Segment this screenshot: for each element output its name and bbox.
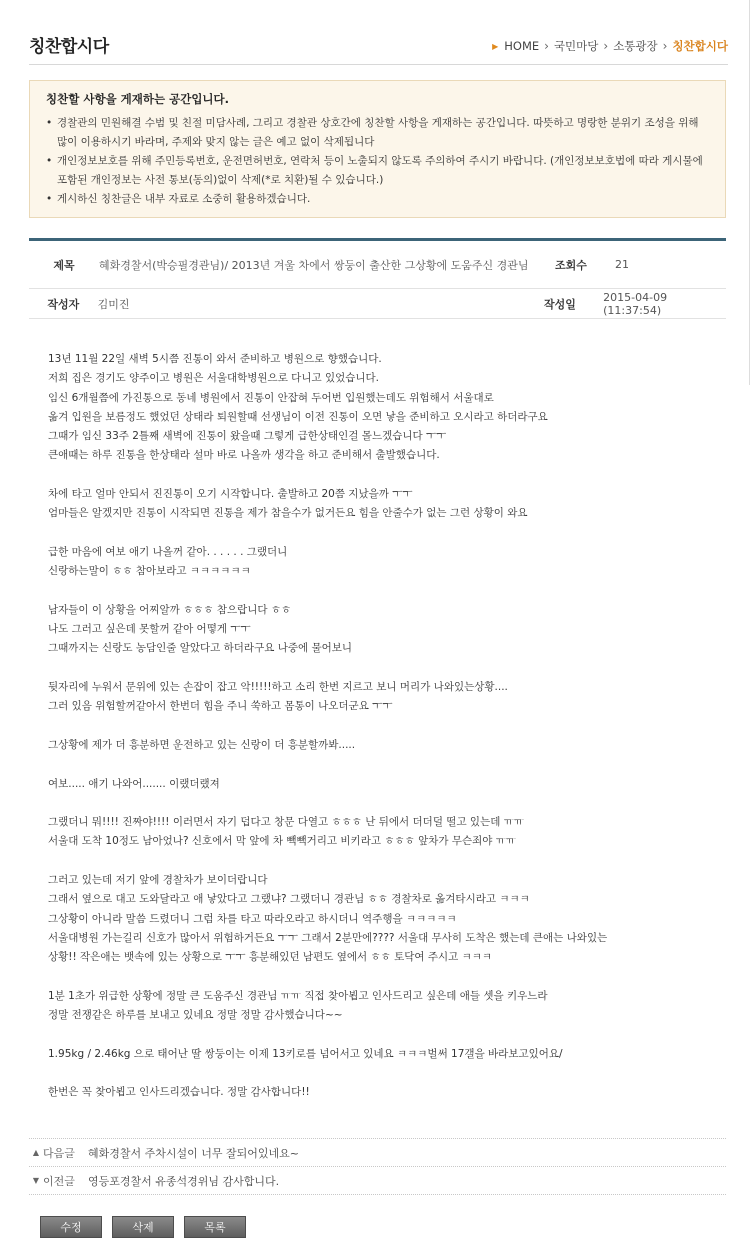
breadcrumb-current: 칭찬합시다 [672, 39, 728, 53]
notice-item: • 게시하신 칭찬글은 내부 자료로 소중히 활용하겠습니다. [46, 190, 709, 209]
notice-item: • 경찰관의 민원해결 수범 및 친절 미담사례, 그리고 경찰관 상호간에 칭찬할 사항을 게재하는 공간입니다. 따뜻하고 명랑한 분위기 조성을 위해 많이 이용하시기 바라며, 주제와 맞지 않는 글은 예고 없이 삭제됩니다 [46, 114, 709, 152]
post-header-table [29, 238, 726, 319]
content-line: 1.95kg / 2.46kg 으로 태어난 딸 쌍둥이는 이제 13키로를 넘어서고 있네요 ㅋㅋㅋ벌써 17갤을 바라보고있어요/ [48, 1047, 563, 1060]
content-line: 정말 전쟁같은 하루를 보내고 있네요 정말 정말 감사했습니다~~ [48, 1009, 343, 1022]
content-line: 엄마들은 알겠지만 진통이 시작되면 진통을 제가 참을수가 없거든요 힘을 안줄수가 없는 그런 상황이 와요 [48, 507, 528, 520]
content-line: 저희 집은 경기도 양주이고 병원은 서울대학병원으로 다니고 있었습니다. [48, 372, 379, 385]
next-post-label: 다음글 [43, 1146, 75, 1160]
content-line: 급한 마음에 여보 애기 나올꺼 같아. . . . . . 그랬더니 [48, 545, 288, 558]
content-line: 그때가 임신 33주 2틀째 새벽에 진통이 왔을때 그렇게 급한상태인걸 몰느겠습니다 ㅜㅜ [48, 430, 447, 443]
breadcrumb-communication[interactable]: 소통광장 [613, 39, 658, 53]
content-line [48, 968, 718, 987]
content-line: 임신 6개월쯤에 가진통으로 동네 병원에서 진통이 안잡혀 두어번 입원했는데도 위험해서 서울대로 [48, 391, 494, 404]
writer-label: 작성자 [47, 297, 80, 311]
content-line: 큰애때는 하루 진통을 한상태라 설마 바로 나올까 생각을 하고 준비해서 출발했습니다. [48, 449, 440, 462]
content-line: 여보..... 애기 나와어....... 이랬더랬져 [48, 777, 220, 790]
views-count: 21 [615, 258, 629, 271]
content-line: 나도 그러고 싶은데 못할꺼 같아 어떻게 ㅜㅜ [48, 623, 251, 636]
content-line [48, 852, 718, 871]
content-line: 서울대 도착 10정도 남아었나? 신호에서 막 앞에 차 빽빽거리고 비키라고 ㅎㅎㅎ 앞차가 무슨죄야 ㅠㅠ [48, 835, 517, 848]
content-line: 그랬더니 뭐!!!! 진짜야!!!! 이러면서 자기 덥다고 창문 다열고 ㅎㅎㅎ 난 뒤에서 더더덜 떨고 있는데 ㅠㅠ [48, 816, 524, 829]
caret-down-icon: ▼ [32, 1176, 40, 1185]
notice-heading: 칭찬할 사항을 게재하는 공간입니다. [46, 92, 230, 106]
content-line: 그러 있음 위험할꺼같아서 한번더 힘을 주니 쑥하고 몸통이 나오더군요 ㅜㅜ [48, 700, 393, 713]
notice-item: • 개인정보보호를 위해 주민등록번호, 운전면허번호, 연락처 등이 노출되지 않도록 주의하여 주시기 바랍니다. (개인정보보호법에 따라 게시물에 포함된 개인정보는 사전 통보(동의)없이 삭제(*로 치환)될 수 있습니다.) [46, 152, 709, 190]
breadcrumb-marker-icon: ▶ [492, 41, 499, 51]
content-line [48, 717, 718, 736]
content-line: 그러고 있는데 저기 앞에 경찰차가 보이더랍니다 [48, 874, 268, 887]
chevron-right-icon: › [544, 39, 549, 53]
content-line: 13년 11월 22일 새벽 5시쯤 진통이 와서 준비하고 병원으로 향했습니다. [48, 353, 382, 365]
content-line [48, 794, 718, 813]
breadcrumb-home[interactable]: HOME [504, 39, 540, 53]
content-line [48, 659, 718, 678]
content-line: 그때까지는 신랑도 농담인줄 알았다고 하더라구요 나중에 물어보니 [48, 642, 353, 655]
content-line [48, 524, 718, 543]
views-label: 조회수 [555, 258, 587, 272]
content-line: 1분 1초가 위급한 상황에 정말 큰 도움주신 경관님 ㅠㅠ 직접 찾아뵙고 인사드리고 싶은데 애들 셋을 키우느라 [48, 989, 548, 1002]
content-line [48, 1064, 718, 1083]
action-buttons [40, 1216, 246, 1238]
subject-row [29, 241, 726, 289]
chevron-right-icon: › [603, 39, 609, 53]
list-button[interactable]: 목록 [184, 1216, 246, 1238]
content-line [48, 466, 718, 485]
caret-up-icon: ▲ [32, 1148, 40, 1157]
content-line: 상황!! 작은애는 뱃속에 있는 상황으로 ㅜㅜ 흥분해있던 남편도 옆에서 ㅎㅎ 토닥여 주시고 ㅋㅋㅋ [48, 951, 493, 964]
content-line: 그상황에 제가 더 흥분하면 운전하고 있는 신랑이 더 흥분할까봐..... [48, 738, 356, 751]
content-line: 차에 타고 얼마 안되서 진진통이 오기 시작합니다. 출발하고 20쯤 지났을까 ㅜㅜ [48, 488, 413, 501]
post-navigation [29, 1138, 726, 1195]
date-label: 작성일 [544, 297, 576, 311]
content-line: 뒷자리에 누워서 문위에 있는 손잡이 잡고 악!!!!!하고 소리 한번 지르고 보니 머리가 나와있는상황.... [48, 681, 508, 694]
content-line: 그래서 옆으로 대고 도와달라고 애 낳았다고 그랬냐? 그랬더니 경관님 ㅎㅎ 경찰차로 옮겨타시라고 ㅋㅋㅋ [48, 893, 530, 906]
next-post-link[interactable]: 혜화경찰서 주차시설이 너무 잘되어있네요~ [88, 1146, 299, 1160]
content-line: 신랑하는말이 ㅎㅎ 참아보라고 ㅋㅋㅋㅋㅋㅋ [48, 565, 251, 578]
content-line [48, 582, 718, 601]
post-content [48, 350, 718, 1103]
content-line: 한번은 꼭 찾아뵙고 인사드리겠습니다. 정말 감사합니다!! [48, 1086, 310, 1099]
content-line: 서울대병원 가는길리 신호가 많아서 위험하거든요 ㅜㅜ 그래서 2분만에???? 서울대 무사히 도착은 했는데 큰애는 나와있는 [48, 931, 608, 944]
post-date: 2015-04-09 (11:37:54) [603, 290, 668, 317]
delete-button[interactable]: 삭제 [112, 1216, 174, 1238]
breadcrumb [492, 38, 728, 54]
page-title: 칭찬합시다 [29, 37, 109, 57]
next-post-row[interactable] [29, 1139, 726, 1167]
subject-label: 제목 [53, 258, 75, 272]
prev-post-label: 이전글 [43, 1174, 75, 1188]
content-line: 옮겨 입원을 보름정도 했었던 상태라 퇴원할때 선생님이 이전 진통이 오면 낳을 준비하고 오시라고 하더라구요 [48, 410, 548, 423]
scrollbar[interactable] [746, 0, 750, 385]
notice-list [46, 114, 709, 209]
prev-post-row[interactable] [29, 1167, 726, 1195]
content-line: 남자들이 이 상황을 어찌알까 ㅎㅎㅎ 참으랍니다 ㅎㅎ [48, 603, 292, 616]
title-divider [29, 64, 728, 65]
edit-button[interactable]: 수정 [40, 1216, 102, 1238]
post-writer: 김미진 [97, 297, 130, 311]
notice-box [29, 80, 726, 218]
post-subject: 혜화경찰서(박승필경관님)/ 2013년 겨울 차에서 쌍둥이 출산한 그상황에 도움주신 경관님 [99, 258, 529, 272]
writer-row [29, 289, 726, 319]
content-line [48, 755, 718, 774]
chevron-right-icon: › [662, 39, 668, 53]
content-line: 그상황이 아니라 말씀 드렸더니 그럼 차를 타고 따라오라고 하시더니 역주행을 ㅋㅋㅋㅋㅋ [48, 912, 457, 925]
breadcrumb-people[interactable]: 국민마당 [553, 39, 599, 53]
prev-post-link[interactable]: 영등포경찰서 유종석경위님 감사합니다. [88, 1174, 280, 1188]
content-line [48, 1025, 718, 1044]
